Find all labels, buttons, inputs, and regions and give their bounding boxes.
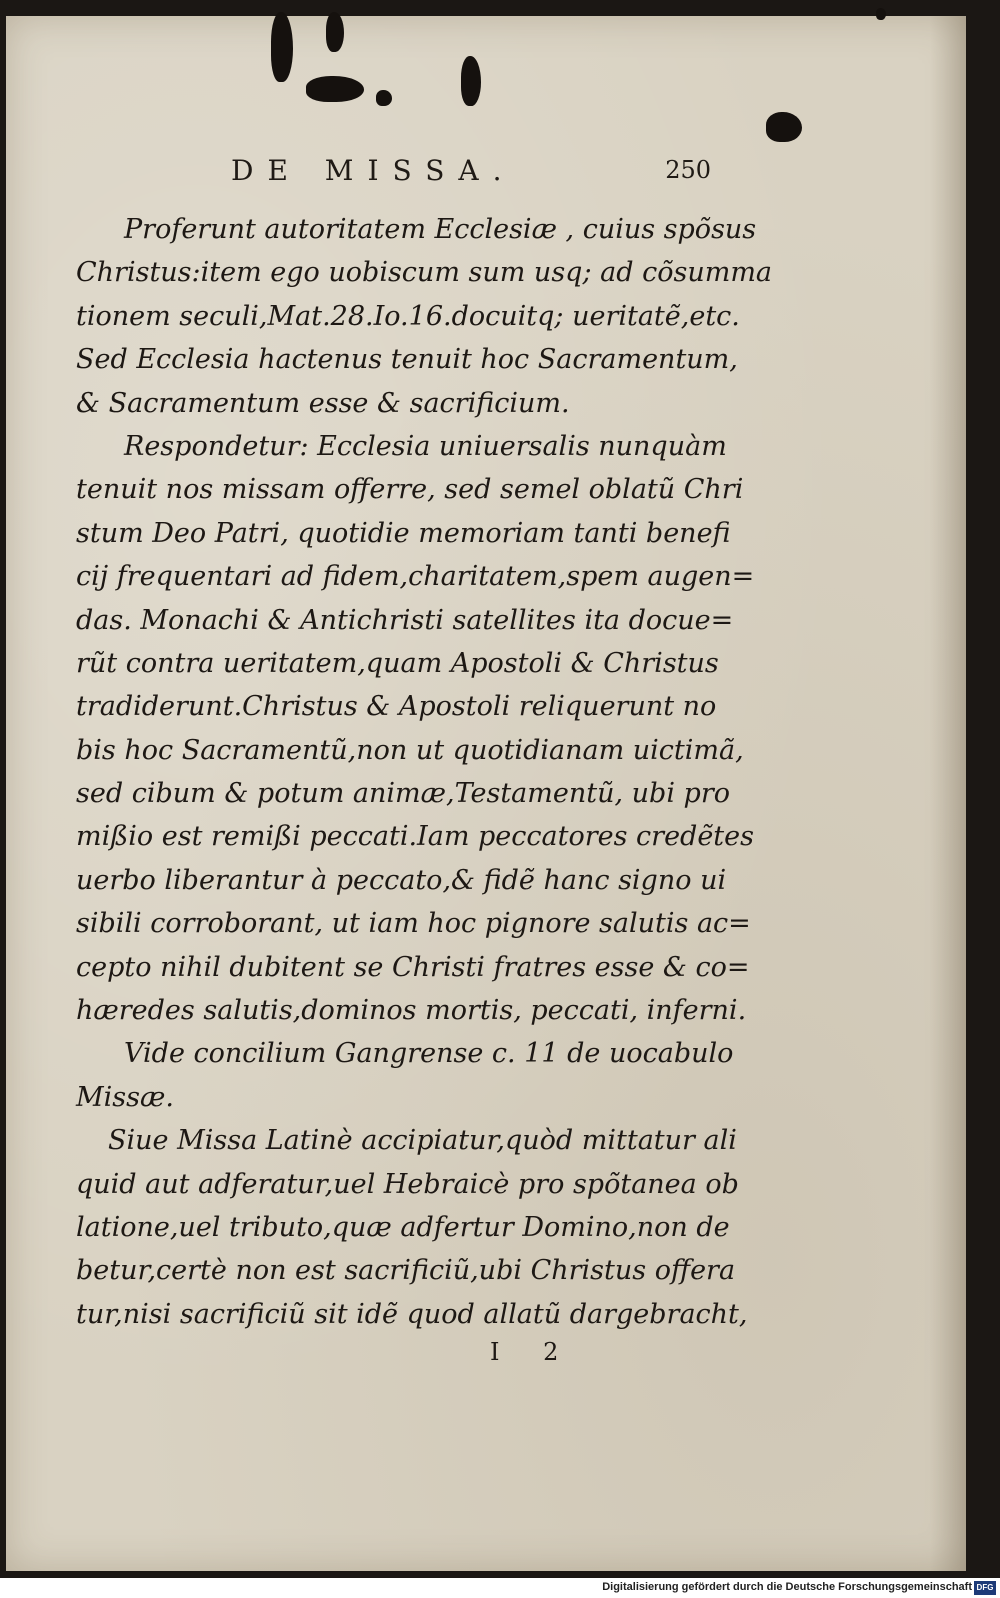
- ink-blot: [271, 12, 293, 82]
- page-header: [231, 154, 711, 194]
- text-line: & Sacramentum esse & sacrificium.: [76, 387, 570, 419]
- text-line: cepto nihil dubitent se Christi fratres esse & co=: [76, 951, 750, 983]
- text-line: sed cibum & potum animæ,Testamentũ, ubi pro: [76, 778, 730, 810]
- text-line: rũt contra ueritatem,quam Apostoli & Christus: [76, 647, 719, 679]
- page-number: 250: [665, 156, 711, 184]
- text-line: stum Deo Patri, quotidie memoriam tanti benefi: [76, 517, 731, 549]
- body-text: [76, 208, 773, 1336]
- text-line: tenuit nos missam offerre, sed semel oblatũ Chri: [76, 474, 744, 506]
- text-line: Proferunt autoritatem Ecclesiæ , cuius spõsus: [124, 214, 757, 245]
- text-line: Vide concilium Gangrense c. 11 de uocabulo: [124, 1038, 734, 1070]
- dfg-logo: DFG: [974, 1581, 996, 1595]
- running-title: DE MISSA.: [231, 154, 516, 187]
- text-line: Respondetur: Ecclesia uniuersalis nunquàm: [124, 430, 727, 462]
- text-line: Sed Ecclesia hactenus tenuit hoc Sacramentum,: [76, 344, 738, 376]
- text-line: tionem seculi,Mat.28.Io.16.docuitq; ueritatẽ,etc.: [76, 300, 740, 332]
- text-line: Missæ.: [76, 1081, 174, 1113]
- ink-blot: [461, 56, 481, 106]
- footer-credit: Digitalisierung gefördert durch die Deutsche Forschungsgemeinschaft: [602, 1581, 972, 1593]
- text-line: uerbo liberantur à peccato,& fidẽ hanc signo ui: [76, 864, 727, 896]
- book-page: [6, 16, 966, 1571]
- text-line: betur,certè non est sacrificiũ,ubi Christus offera: [76, 1255, 736, 1287]
- ink-blot: [876, 8, 886, 20]
- text-line: hæredes salutis,dominos mortis, peccati, inferni.: [76, 995, 747, 1027]
- page-edge-shadow: [930, 16, 966, 1571]
- ink-blot: [326, 12, 344, 52]
- text-line: tur,nisi sacrificiũ sit idẽ quod allatũ dargebracht,: [76, 1298, 748, 1330]
- text-line: tradiderunt.Christus & Apostoli reliquerunt no: [76, 691, 717, 723]
- signature-mark: I 2: [490, 1338, 577, 1366]
- ink-blot: [376, 90, 392, 106]
- ink-blot: [766, 112, 802, 142]
- text-line: latione,uel tributo,quæ adfertur Domino,non de: [76, 1211, 730, 1243]
- text-line: cij frequentari ad fidem,charitatem,spem augen=: [76, 561, 755, 593]
- text-line: Christus:item ego uobiscum sum usq; ad cõsumma: [76, 257, 773, 289]
- digitization-footer: [0, 1578, 1000, 1598]
- text-line: bis hoc Sacramentũ,non ut quotidianam uictimã,: [76, 734, 744, 766]
- text-line: sibili corroborant, ut iam hoc pignore salutis ac=: [76, 908, 751, 940]
- text-line: Siue Missa Latinè accipiatur,quòd mittatur ali: [108, 1125, 737, 1157]
- text-line: das. Monachi & Antichristi satellites ita docue=: [76, 604, 734, 636]
- text-line: quid aut adferatur,uel Hebraicè pro spõtanea ob: [76, 1168, 739, 1200]
- ink-blot: [306, 76, 364, 102]
- text-line: mißio est remißi peccati.Iam peccatores credẽtes: [76, 821, 754, 853]
